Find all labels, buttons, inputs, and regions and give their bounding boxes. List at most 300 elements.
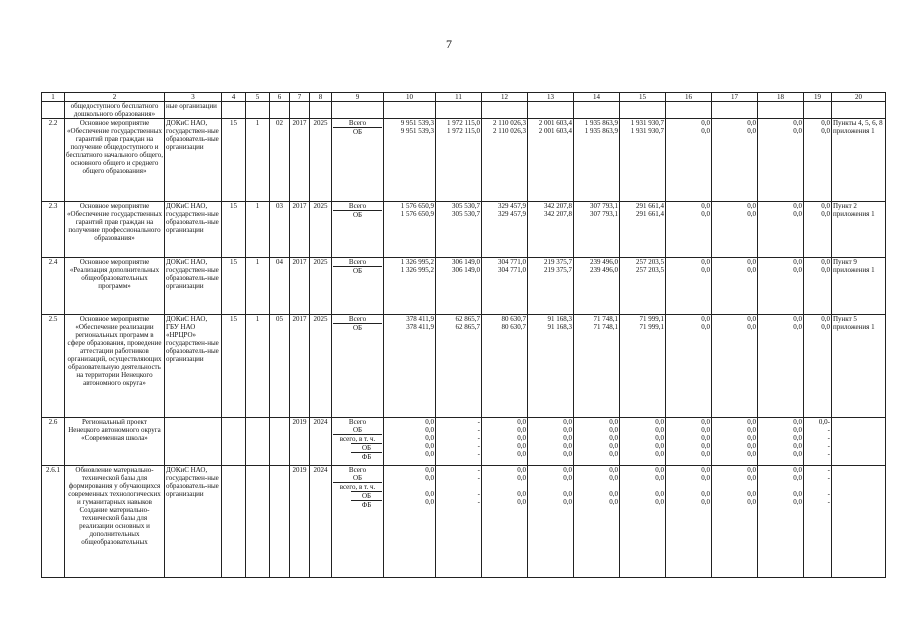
empty-cell (832, 102, 886, 119)
funding-source-cell (332, 119, 384, 202)
amount-value: 0,0 (563, 442, 572, 450)
amount-value: 0,0 (609, 418, 618, 426)
code-c8: 2025 (310, 258, 332, 315)
amount-list (385, 258, 434, 274)
amount-cell (482, 119, 528, 202)
amount-value: 0,0 (821, 210, 830, 218)
row-number: 2.4 (42, 258, 65, 315)
amount-value: 0,0 (655, 434, 664, 442)
funding-source-list (333, 418, 382, 461)
empty-cell (528, 102, 574, 119)
header-cell: 20 (832, 93, 886, 102)
funding-source-cell (332, 202, 384, 258)
amount-value: 0,0 (793, 434, 802, 442)
amount-cell (758, 258, 804, 315)
amount-list (759, 202, 802, 218)
amount-cell (758, 466, 804, 578)
amount-cell (384, 466, 436, 578)
code-c4: 15 (222, 119, 246, 202)
empty-cell (270, 102, 290, 119)
code-c5 (246, 466, 270, 578)
amount-value: 1 931 930,7 (630, 127, 664, 135)
code-c8: 2025 (310, 315, 332, 418)
code-c5: 1 (246, 315, 270, 418)
amount-cell (758, 418, 804, 466)
amount-value: 0,0 (701, 119, 710, 127)
amount-cell (620, 202, 666, 258)
amount-cell (804, 466, 832, 578)
amount-list (575, 315, 618, 331)
funding-source-list (333, 466, 382, 509)
amount-value: 2 001 603,4 (538, 127, 572, 135)
amount-list (385, 119, 434, 135)
code-c5: 1 (246, 258, 270, 315)
amount-value: 1 326 995,2 (400, 266, 434, 274)
header-cell: 7 (290, 93, 310, 102)
amount-list (385, 202, 434, 218)
amount-cell (574, 466, 620, 578)
amount-value: 0,0 (563, 466, 572, 474)
funding-source-label: Всего (348, 466, 367, 474)
amount-value: 0,0 (609, 434, 618, 442)
amount-cell (620, 466, 666, 578)
funding-source-label: Всего (333, 202, 382, 211)
amount-list (805, 119, 830, 135)
amount-list (437, 466, 480, 506)
funding-source-cell (332, 315, 384, 418)
amount-value: 0,0 (821, 258, 830, 266)
amount-cell (666, 119, 712, 202)
amount-value: 0,0 (563, 434, 572, 442)
header-cell: 19 (804, 93, 832, 102)
reference-note: Пункт 2 приложения 1 (832, 202, 886, 258)
funding-source-label: Всего (333, 119, 382, 128)
amount-value: 0,0 (793, 210, 802, 218)
amount-list (713, 315, 756, 331)
empty-cell (712, 102, 758, 119)
amount-value: 0,0 (609, 490, 618, 498)
amount-cell (528, 119, 574, 202)
amount-value: - (477, 474, 480, 482)
amount-value: 307 793,1 (590, 202, 618, 210)
amount-value: 0,0 (425, 418, 434, 426)
amount-value: 329 457,9 (498, 210, 526, 218)
amount-cell (666, 315, 712, 418)
amount-value: 0,0 (655, 442, 664, 450)
amount-list (575, 466, 618, 506)
amount-value: 0,0 (793, 442, 802, 450)
amount-cell (528, 466, 574, 578)
amount-cell (528, 258, 574, 315)
amount-cell (574, 418, 620, 466)
amount-cell (436, 315, 482, 418)
amount-cell (528, 315, 574, 418)
amount-value: - (827, 490, 830, 498)
amount-value (483, 482, 526, 490)
amount-list (437, 119, 480, 135)
amount-list (667, 466, 710, 506)
code-c5: 1 (246, 119, 270, 202)
code-c4: 15 (222, 202, 246, 258)
amount-list (575, 418, 618, 458)
amount-list (667, 258, 710, 274)
activity-name: Основное мероприятие «Реализация дополнительных общеобразовательных программ» (65, 258, 165, 315)
table-row (42, 202, 886, 258)
amount-value: 0,0 (425, 450, 434, 458)
funding-source-label: всего, в т. ч. (339, 435, 376, 443)
amount-value: 80 630,7 (501, 323, 526, 331)
code-c8: 2024 (310, 466, 332, 578)
amount-cell (712, 466, 758, 578)
code-c7: 2017 (290, 119, 310, 202)
amount-value: 0,0 (563, 426, 572, 434)
amount-value: 0,0 (655, 490, 664, 498)
amount-cell (436, 466, 482, 578)
amount-value: 0,0 (821, 202, 830, 210)
amount-cell (384, 315, 436, 418)
header-cell: 1 (42, 93, 65, 102)
amount-value: 342 207,8 (544, 202, 572, 210)
amount-value: - (827, 434, 830, 442)
funding-source-label: ОБ (352, 128, 363, 136)
empty-cell (436, 102, 482, 119)
amount-list (805, 315, 830, 331)
empty-cell (384, 102, 436, 119)
amount-value: 0,0 (747, 474, 756, 482)
code-c6: 04 (270, 258, 290, 315)
amount-list (759, 418, 802, 458)
amount-value: 71 999,1 (639, 323, 664, 331)
amount-value: 0,0 (517, 450, 526, 458)
amount-cell (712, 119, 758, 202)
empty-cell (332, 102, 384, 119)
amount-value: 9 951 539,3 (400, 119, 434, 127)
amount-value: 2 110 026,3 (493, 119, 526, 127)
header-cell: 13 (528, 93, 574, 102)
amount-value: 0,0 (793, 127, 802, 135)
code-c8: 2024 (310, 418, 332, 466)
amount-value: 0,0 (655, 498, 664, 506)
amount-value: 62 865,7 (455, 315, 480, 323)
amount-value: 0,0 (425, 434, 434, 442)
amount-list (483, 202, 526, 218)
header-cell: 15 (620, 93, 666, 102)
funding-source-label: ОБ (352, 267, 363, 275)
amount-value: - (477, 442, 480, 450)
amount-value: 0,0 (425, 442, 434, 450)
amount-cell (482, 418, 528, 466)
amount-value: 0,0 (701, 490, 710, 498)
header-cell: 16 (666, 93, 712, 102)
amount-value: 0,0 (701, 434, 710, 442)
amount-value: 291 661,4 (636, 202, 664, 210)
amount-value: 0,0 (821, 127, 830, 135)
executor (165, 418, 222, 466)
amount-value (621, 482, 664, 490)
amount-list (529, 418, 572, 458)
amount-value (805, 482, 830, 490)
amount-value: 219 375,7 (544, 266, 572, 274)
header-cell: 6 (270, 93, 290, 102)
amount-list (759, 119, 802, 135)
code-c7: 2019 (290, 466, 310, 578)
header-row (42, 93, 886, 102)
amount-value: 1 576 650,9 (400, 202, 434, 210)
empty-cell (310, 102, 332, 119)
amount-value: 0,0 (821, 119, 830, 127)
amount-cell (804, 418, 832, 466)
amount-value: - (827, 474, 830, 482)
empty-cell (482, 102, 528, 119)
amount-value: 0,0 (517, 442, 526, 450)
page-number: 7 (446, 37, 452, 51)
amount-value: 0,0 (747, 418, 756, 426)
amount-value: 71 748,1 (593, 315, 618, 323)
amount-value: 0,0 (793, 315, 802, 323)
amount-value: 304 771,0 (498, 258, 526, 266)
code-c5 (246, 418, 270, 466)
row-number: 2.6 (42, 418, 65, 466)
header-cell: 12 (482, 93, 528, 102)
amount-value: 0,0 (747, 466, 756, 474)
amount-value: 0,0 (425, 426, 434, 434)
amount-value: 0,0 (701, 323, 710, 331)
funding-source-list (333, 119, 382, 136)
amount-list (385, 466, 434, 506)
activity-name: Основное мероприятие «Обеспечение государственных гарантий прав граждан на получение профессионального образования» (65, 202, 165, 258)
funding-source-cell (332, 258, 384, 315)
amount-value: 80 630,7 (501, 315, 526, 323)
table-row (42, 258, 886, 315)
activity-name: Региональный проект Ненецкого автономного округа «Современная школа» (65, 418, 165, 466)
amount-value (529, 482, 572, 490)
amount-value: 0,0 (747, 426, 756, 434)
amount-value: - (477, 418, 480, 426)
amount-value: 0,0 (747, 127, 756, 135)
amount-value: 0,0 (747, 202, 756, 210)
code-c6: 02 (270, 119, 290, 202)
amount-cell (482, 202, 528, 258)
amount-value: 0,0 (793, 266, 802, 274)
amount-value: 0,0 (425, 490, 434, 498)
amount-value: 0,0 (701, 258, 710, 266)
amount-value: 239 496,0 (590, 258, 618, 266)
amount-value (713, 482, 756, 490)
amount-cell (758, 315, 804, 418)
amount-value: - (477, 426, 480, 434)
amount-cell (384, 258, 436, 315)
funding-source-label: ОБ (351, 443, 382, 452)
row-number: 2.2 (42, 119, 65, 202)
amount-list (621, 258, 664, 274)
amount-value: 0,0 (609, 474, 618, 482)
code-c4: 15 (222, 315, 246, 418)
table-row (42, 466, 886, 578)
amount-value: - (477, 450, 480, 458)
empty-cell (666, 102, 712, 119)
amount-list (713, 119, 756, 135)
amount-value: 0,0 (425, 466, 434, 474)
code-c4: 15 (222, 258, 246, 315)
amount-value: 0,0 (747, 258, 756, 266)
header-cell: 9 (332, 93, 384, 102)
amount-value: 306 149,0 (452, 258, 480, 266)
amount-cell (574, 202, 620, 258)
amount-value: 0,0 (701, 474, 710, 482)
amount-cell (712, 315, 758, 418)
amount-value: 1 326 995,2 (400, 258, 434, 266)
amount-value: 0,0 (793, 323, 802, 331)
amount-value: - (477, 498, 480, 506)
amount-value: 342 207,8 (544, 210, 572, 218)
amount-value: 0,0 (655, 466, 664, 474)
amount-cell (482, 315, 528, 418)
amount-value: 0,0 (747, 498, 756, 506)
amount-value (437, 482, 480, 490)
amount-value: 0,0 (563, 474, 572, 482)
amount-value: 0,0 (701, 210, 710, 218)
funding-source-label: ФБ (351, 500, 382, 509)
amount-list (437, 315, 480, 331)
amount-value: 307 793,1 (590, 210, 618, 218)
amount-value: 0,0 (609, 466, 618, 474)
amount-cell (620, 315, 666, 418)
amount-cell (620, 258, 666, 315)
amount-list (529, 466, 572, 506)
amount-value: 0,0 (793, 426, 802, 434)
amount-cell (436, 119, 482, 202)
amount-list (667, 315, 710, 331)
amount-value: 257 203,5 (636, 258, 664, 266)
amount-value: 0,0 (747, 442, 756, 450)
amount-list (437, 202, 480, 218)
amount-list (667, 202, 710, 218)
amount-value: 0,0 (655, 474, 664, 482)
code-c6 (270, 418, 290, 466)
amount-value: 0,0 (747, 450, 756, 458)
amount-list (667, 119, 710, 135)
amount-value: 0,0 (609, 450, 618, 458)
amount-value: 0,0 (563, 450, 572, 458)
amount-cell (712, 418, 758, 466)
funding-source-label: ОБ (351, 491, 382, 500)
empty-cell (246, 102, 270, 119)
amount-value: 0,0 (609, 498, 618, 506)
amount-value: - (827, 450, 830, 458)
amount-value: 0,0 (747, 266, 756, 274)
amount-value: 1 931 930,7 (630, 119, 664, 127)
reference-note (832, 466, 886, 578)
amount-value: 0,0 (747, 434, 756, 442)
amount-value (759, 482, 802, 490)
activity-name: Основное мероприятие «Обеспечение государственных гарантий прав граждан на получение общедоступного и бесплатного начального общего, основного общего и среднего общего образования» (65, 119, 165, 202)
empty-cell (620, 102, 666, 119)
amount-value: 0,0 (821, 266, 830, 274)
activity-name: общедоступного бесплатного дошкольного образования» (65, 102, 165, 119)
amount-value: 0,0 (747, 119, 756, 127)
amount-cell (574, 315, 620, 418)
funding-source-cell (332, 418, 384, 466)
funding-source-cell (332, 466, 384, 578)
amount-value: 0,0 (701, 426, 710, 434)
reference-note: Пункты 4, 5, 6, 8 приложения 1 (832, 119, 886, 202)
amount-cell (436, 202, 482, 258)
row-number: 2.6.1 (42, 466, 65, 578)
amount-value: 0,0 (793, 258, 802, 266)
funding-source-list (333, 315, 382, 332)
funding-source-label: ОБ (333, 426, 382, 435)
executor: ДОКиС НАО, государствен-ные образователь-ные организации (165, 466, 222, 578)
code-c7: 2019 (290, 418, 310, 466)
amount-value: 0,0 (655, 450, 664, 458)
funding-source-label: Всего (333, 258, 382, 267)
executor: ДОКиС НАО, государствен-ные образователь-ные организации (165, 258, 222, 315)
amount-cell (528, 202, 574, 258)
amount-list (483, 119, 526, 135)
amount-value: - (477, 490, 480, 498)
amount-value: 305 530,7 (452, 202, 480, 210)
amount-list (529, 119, 572, 135)
row-number-cell (42, 102, 65, 119)
amount-cell (666, 466, 712, 578)
amount-list (437, 418, 480, 458)
code-c4 (222, 418, 246, 466)
amount-value: 62 865,7 (455, 323, 480, 331)
amount-value: 0,0 (747, 323, 756, 331)
amount-value: 0,0 (655, 426, 664, 434)
amount-list (759, 315, 802, 331)
amount-value: 0,0 (793, 498, 802, 506)
funding-source-label: ОБ (352, 211, 363, 219)
reference-note (832, 418, 886, 466)
header-cell: 4 (222, 93, 246, 102)
amount-list (529, 258, 572, 274)
funding-source-label: Всего (348, 418, 367, 426)
amount-value: 91 168,3 (547, 323, 572, 331)
funding-source-label: Всего (333, 315, 382, 324)
amount-value: 0,0 (517, 498, 526, 506)
amount-cell (666, 202, 712, 258)
code-c6: 05 (270, 315, 290, 418)
amount-value: 91 168,3 (547, 315, 572, 323)
amount-value: 0,0 (821, 315, 830, 323)
amount-value: 2 110 026,3 (493, 127, 526, 135)
amount-value: 0,0 (747, 315, 756, 323)
activity-name: Обновление материально-технической базы для формирования у обучающихся современных технологических и гуманитарных навыков Создание материально-технической базы для реализации основных и дополнительных общеобразовательных (65, 466, 165, 578)
amount-value: 0,0 (701, 498, 710, 506)
amount-cell (620, 418, 666, 466)
amount-list (575, 202, 618, 218)
amount-value: 304 771,0 (498, 266, 526, 274)
amount-value: 305 530,7 (452, 210, 480, 218)
amount-value: 0,0 (793, 474, 802, 482)
header-cell: 2 (65, 93, 165, 102)
code-c6: 03 (270, 202, 290, 258)
amount-value: 239 496,0 (590, 266, 618, 274)
amount-value: 306 149,0 (452, 266, 480, 274)
amount-list (483, 466, 526, 506)
amount-cell (712, 258, 758, 315)
executor: ДОКиС НАО, государствен-ные образователь-ные организации (165, 119, 222, 202)
amount-list (483, 258, 526, 274)
amount-value: - (827, 498, 830, 506)
amount-list (621, 119, 664, 135)
table-row (42, 315, 886, 418)
code-c6 (270, 466, 290, 578)
amount-value: 219 375,7 (544, 258, 572, 266)
amount-cell (758, 119, 804, 202)
amount-value: 0,0 (517, 418, 526, 426)
